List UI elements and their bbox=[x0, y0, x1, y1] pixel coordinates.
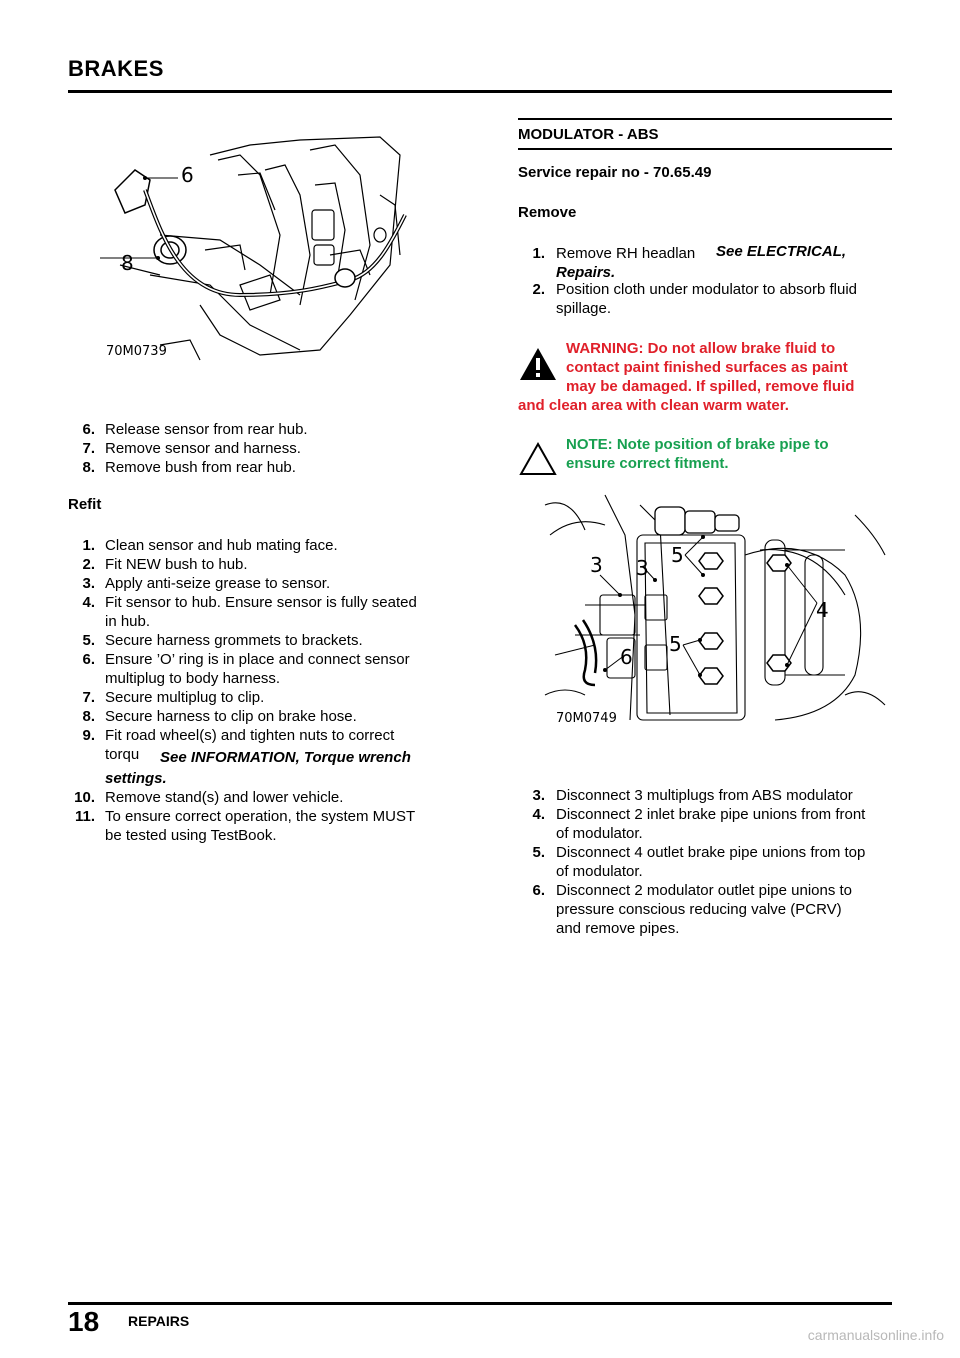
list-item bbox=[68, 458, 468, 477]
list-item bbox=[68, 650, 468, 688]
step-text: Secure multiplug to clip. bbox=[105, 689, 265, 706]
figure-label-70m0749: 70M0749 bbox=[556, 711, 617, 726]
warning-line-1: WARNING: Do not allow brake fluid to bbox=[566, 340, 836, 357]
cross-reference-link[interactable]: See ELECTRICAL, bbox=[716, 243, 847, 260]
warning-line-2: contact paint finished surfaces as paint bbox=[566, 359, 848, 376]
step-text: Remove sensor and harness. bbox=[105, 440, 301, 457]
step-number: 6. bbox=[82, 651, 95, 668]
note-line-1: NOTE: Note position of brake pipe to bbox=[566, 436, 829, 453]
callout-3a: 3 bbox=[590, 553, 603, 577]
list-item bbox=[518, 843, 892, 881]
step-text-cont: and remove pipes. bbox=[556, 920, 680, 937]
list-item bbox=[518, 244, 892, 284]
footer-rule bbox=[68, 1302, 892, 1305]
list-item bbox=[68, 439, 468, 458]
step-text: Secure harness to clip on brake hose. bbox=[105, 708, 357, 725]
list-item bbox=[518, 280, 892, 318]
note-icon bbox=[519, 442, 557, 476]
section-rule-top bbox=[518, 118, 892, 120]
page-number: 18 bbox=[68, 1306, 100, 1337]
list-item bbox=[68, 726, 468, 788]
step-text: Secure harness grommets to brackets. bbox=[105, 632, 363, 649]
step-text: Release sensor from rear hub. bbox=[105, 421, 308, 438]
step-number: 7. bbox=[82, 440, 95, 457]
section-rule-bottom bbox=[518, 148, 892, 150]
callout-5b: 5 bbox=[669, 632, 682, 656]
step-number: 4. bbox=[532, 806, 545, 823]
step-number: 8. bbox=[82, 708, 95, 725]
step-text: Disconnect 2 modulator outlet pipe unions to bbox=[556, 882, 853, 899]
figure-abs-modulator bbox=[545, 495, 885, 730]
step-text-cont: of modulator. bbox=[556, 863, 643, 880]
header-rule bbox=[68, 90, 892, 93]
list-item bbox=[68, 688, 468, 707]
list-item bbox=[68, 420, 468, 439]
step-number: 3. bbox=[532, 787, 545, 804]
list-item bbox=[68, 807, 468, 845]
step-number: 2. bbox=[532, 281, 545, 298]
watermark: carmanualsonline.info bbox=[807, 1327, 944, 1343]
list-item bbox=[68, 788, 468, 807]
list-item bbox=[68, 593, 468, 631]
step-text-cont: be tested using TestBook. bbox=[105, 827, 277, 844]
callout-6: 6 bbox=[181, 163, 194, 187]
warning-line-3: may be damaged. If spilled, remove fluid bbox=[566, 378, 855, 395]
step-text: Remove stand(s) and lower vehicle. bbox=[105, 789, 344, 806]
step-text-cont: spillage. bbox=[556, 300, 612, 317]
footer-section-label: REPAIRS bbox=[128, 1313, 190, 1329]
refit-heading: Refit bbox=[68, 496, 102, 513]
step-text-cont: torqu bbox=[105, 746, 140, 763]
step-text: Fit NEW bush to hub. bbox=[105, 556, 248, 573]
step-number: 4. bbox=[82, 594, 95, 611]
warning-icon bbox=[519, 347, 557, 381]
step-text: Apply anti-seize grease to sensor. bbox=[105, 575, 331, 592]
page-header-title: BRAKES bbox=[68, 56, 164, 81]
callout-3b: 3 bbox=[636, 556, 649, 580]
section-title: MODULATOR - ABS bbox=[518, 126, 659, 143]
cross-reference-link[interactable]: See INFORMATION, Torque wrench bbox=[160, 749, 411, 766]
figure-rear-hub-sensor bbox=[100, 135, 410, 365]
step-text: Remove bush from rear hub. bbox=[105, 459, 296, 476]
list-item bbox=[518, 786, 892, 805]
step-number: 7. bbox=[82, 689, 95, 706]
step-number: 1. bbox=[82, 537, 95, 554]
cross-reference-link-cont[interactable]: Repairs. bbox=[556, 264, 616, 281]
list-item bbox=[68, 631, 468, 650]
step-text: Fit sensor to hub. Ensure sensor is fully seated bbox=[105, 594, 417, 611]
step-number: 8. bbox=[82, 459, 95, 476]
figure-label-70m0739: 70M0739 bbox=[106, 344, 167, 359]
list-item bbox=[68, 536, 468, 555]
step-number: 9. bbox=[82, 727, 95, 744]
step-number: 6. bbox=[82, 421, 95, 438]
step-text: Disconnect 3 multiplugs from ABS modulator bbox=[556, 787, 853, 804]
step-text-cont: multiplug to body harness. bbox=[105, 670, 281, 687]
step-number: 10. bbox=[74, 789, 95, 806]
step-text: Position cloth under modulator to absorb fluid bbox=[556, 281, 858, 298]
step-text-cont: in hub. bbox=[105, 613, 151, 630]
step-text-cont: of modulator. bbox=[556, 825, 643, 842]
step-text: Disconnect 4 outlet brake pipe unions from top bbox=[556, 844, 866, 861]
step-number: 5. bbox=[82, 632, 95, 649]
step-text: Clean sensor and hub mating face. bbox=[105, 537, 338, 554]
step-number: 6. bbox=[532, 882, 545, 899]
callout-4: 4 bbox=[816, 598, 829, 622]
list-item bbox=[518, 881, 892, 938]
step-text: Remove RH headlan bbox=[556, 245, 696, 262]
note-line-2: ensure correct fitment. bbox=[566, 455, 729, 472]
callout-6: 6 bbox=[620, 645, 633, 669]
step-text: Fit road wheel(s) and tighten nuts to correct bbox=[105, 727, 395, 744]
step-number: 11. bbox=[74, 808, 95, 825]
step-number: 5. bbox=[532, 844, 545, 861]
list-item bbox=[68, 555, 468, 574]
step-text: Ensure ’O’ ring is in place and connect sensor bbox=[105, 651, 410, 668]
step-text: Disconnect 2 inlet brake pipe unions from front bbox=[556, 806, 866, 823]
remove-heading: Remove bbox=[518, 204, 577, 221]
step-text: To ensure correct operation, the system MUST bbox=[105, 808, 416, 825]
callout-8: 8 bbox=[121, 251, 134, 275]
list-item bbox=[68, 574, 468, 593]
step-number: 3. bbox=[82, 575, 95, 592]
list-item bbox=[68, 707, 468, 726]
step-number: 1. bbox=[532, 245, 545, 262]
warning-line-4: and clean area with clean warm water. bbox=[518, 397, 789, 414]
service-repair-number: Service repair no - 70.65.49 bbox=[518, 164, 712, 181]
step-text-cont: pressure conscious reducing valve (PCRV) bbox=[556, 901, 842, 918]
cross-reference-link-cont[interactable]: settings. bbox=[105, 770, 167, 787]
step-number: 2. bbox=[82, 556, 95, 573]
list-item bbox=[518, 805, 892, 843]
callout-5a: 5 bbox=[671, 543, 684, 567]
